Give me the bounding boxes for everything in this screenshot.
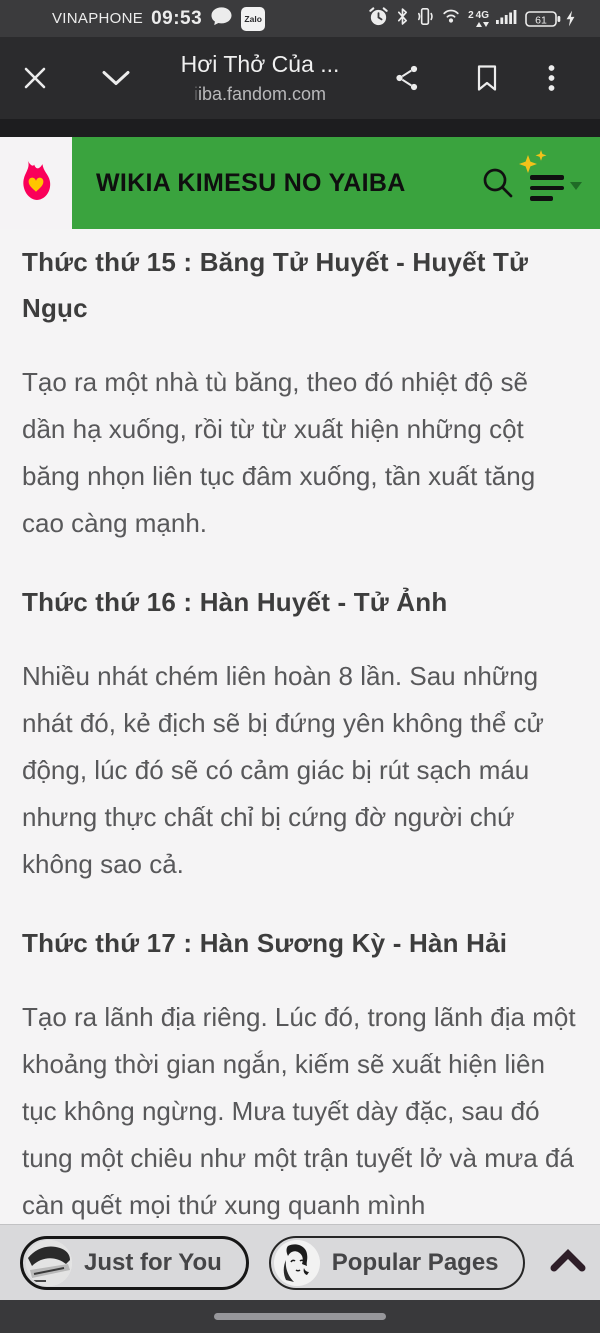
wiki-menu-button[interactable] [530,165,582,201]
browser-toolbar [0,37,600,119]
charging-bolt-icon [565,9,576,28]
popular-pages-label: Popular Pages [331,1248,499,1276]
section-heading: Thức thứ 15 : Băng Tử Huyết - Huyết Tử Ngục [22,247,529,323]
network-type-label: 4G [475,9,489,21]
search-icon [480,165,516,201]
section-body: Nhiều nhát chém liên hoàn 8 lần. Sau những nhát đó, kẻ địch sẽ bị đứng yên không thể cử động, lúc đó sẽ có cảm giác bị rút sạch máu nhưng thực chất chỉ bị cứng đờ người chứ không sao cả. [22,661,544,879]
page-title: Hơi Thở Của ... [180,51,340,77]
collapse-page-button[interactable] [100,69,132,88]
chevron-up-icon [549,1248,587,1274]
wiki-title-link[interactable]: WIKIA KIMESU NO YAIBA [96,168,406,197]
alarm-icon [368,6,389,32]
section-body: Tạo ra lãnh địa riêng. Lúc đó, trong lãnh địa một khoảng thời gian ngắn, kiếm sẽ xuất hiện liên tục không ngừng. Mưa tuyết dày đặc, sau đó tung một chiêu như một trận tuyết lở và mưa đá càn quết mọi thứ xung quanh mình [22,1002,576,1220]
section-body: Tạo ra một nhà tù băng, theo đó nhiệt độ sẽ dần hạ xuống, rồi từ từ xuất hiện những cột băng nhọn liên tục đâm xuống, tần xuất tăng cao càng mạnh. [22,367,536,538]
search-button[interactable] [480,165,516,201]
section-heading: Thức thứ 16 : Hàn Huyết - Tử Ảnh [22,587,448,617]
scroll-to-top-button[interactable] [545,1244,591,1281]
vibrate-icon [416,6,434,32]
just-for-you-label: Just for You [84,1248,222,1276]
menu-caret-icon [570,182,582,190]
share-button[interactable] [392,63,422,93]
bottom-suggestion-bar [0,1224,600,1300]
just-for-you-avatar [26,1240,72,1286]
battery-icon [525,9,576,29]
community-header [72,137,600,229]
wiki-header [0,137,600,229]
share-icon [392,63,422,93]
page-top-strip [0,119,600,137]
just-for-you-button[interactable] [20,1236,249,1290]
bookmark-button[interactable] [474,64,500,93]
carrier-label: VINAPHONE [52,10,144,27]
close-tab-button[interactable] [22,65,48,91]
bluetooth-icon [396,6,409,32]
browser-menu-button[interactable] [548,64,555,92]
fandom-logo[interactable] [0,137,72,229]
popular-pages-avatar [274,1240,320,1286]
hotspot-icon [441,7,461,30]
bookmark-icon [474,64,500,93]
popular-pages-button[interactable] [269,1236,525,1290]
android-nav-bar [0,1300,600,1333]
clock: 09:53 [151,7,203,29]
article-content [0,229,600,1224]
signal-bars-icon [496,8,518,29]
close-icon [22,65,48,91]
url-bar[interactable] [148,51,372,105]
status-bar-right [368,6,576,32]
section-heading: Thức thứ 17 : Hàn Sương Kỳ - Hàn Hải [22,928,508,958]
hotspot-device-count: 2 [468,9,474,21]
home-indicator[interactable] [214,1313,386,1320]
chevron-down-icon [100,69,132,88]
status-bar [0,0,600,37]
data-arrows-icon [476,22,489,27]
sparkles-icon [516,149,550,186]
mobile-data-icon [468,11,489,27]
fandom-flame-icon [13,156,59,210]
chat-notification-icon [210,6,233,32]
status-bar-left [52,6,265,32]
zalo-notification-icon: Zalo [241,7,265,31]
page-url: iiba.fandom.com [193,84,327,104]
battery-percent-text: 61 [535,14,547,26]
overflow-menu-icon [548,64,555,92]
